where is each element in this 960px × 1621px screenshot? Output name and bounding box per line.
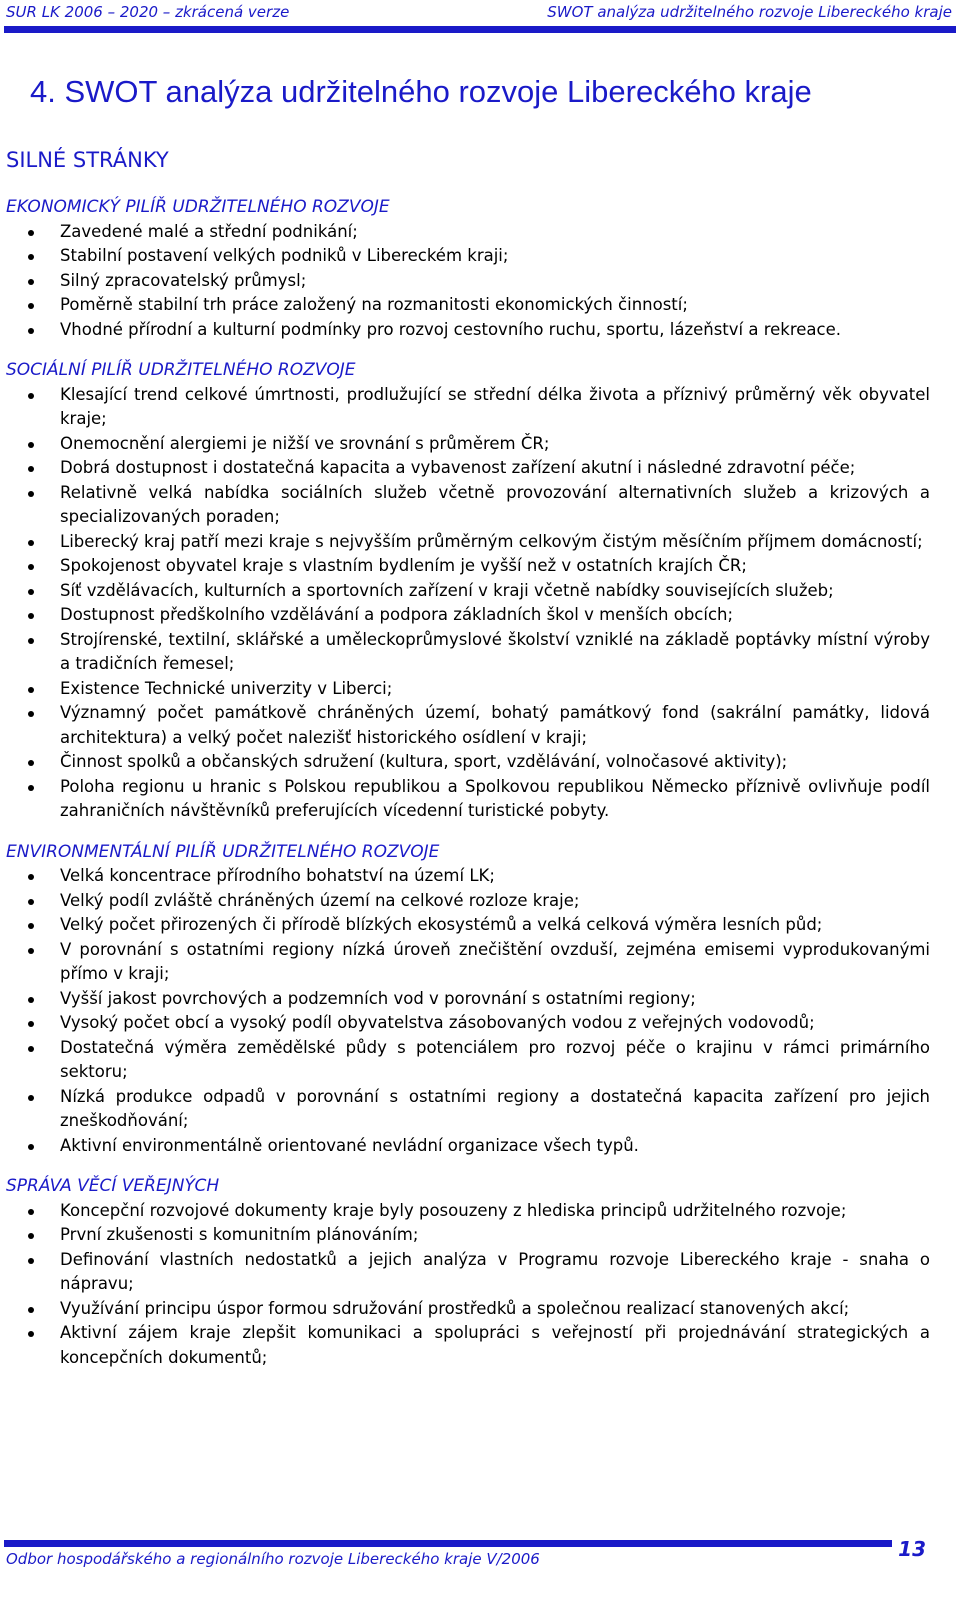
list-item-text: Velký počet přirozených či přírodě blízkých ekosystémů a velká celková výměra lesních půd; (60, 915, 823, 934)
list-item-text: V porovnání s ostatními regiony nízká úroveň znečištění ovzduší, zejména emisemi vyprodukovanými přímo v kraji; (60, 939, 930, 983)
list-item-text: Strojírenské, textilní, sklářské a uměleckoprůmyslové školství vzniklé na základě poptávky místní výroby a tradičních řemesel; (60, 629, 930, 673)
bullet-icon (28, 1331, 34, 1337)
list-item (6, 677, 930, 702)
page-number: 13 (898, 1537, 926, 1561)
list-item (6, 1036, 930, 1085)
list-item-text: Relativně velká nabídka sociálních služeb včetně provozování alternativních služeb a krizových a specializovaných poraden; (60, 482, 930, 526)
section-heading: EKONOMICKÝ PILÍŘ UDRŽITELNÉHO ROZVOJE (6, 197, 390, 217)
page-title: 4. SWOT analýza udržitelného rozvoje Libereckého kraje (30, 74, 812, 109)
header-right-text: SWOT analýza udržitelného rozvoje Libereckého kraje (547, 3, 952, 21)
bullet-icon (28, 303, 34, 309)
list-item-text: Spokojenost obyvatel kraje s vlastním bydlením je vyšší než v ostatních krajích ČR; (60, 556, 747, 575)
list-item (6, 383, 930, 432)
bullet-icon (28, 899, 34, 905)
list-item (6, 1297, 930, 1322)
list-item-text: Činnost spolků a občanských sdružení (kultura, sport, vzdělávání, volnočasové aktivity); (60, 752, 788, 771)
list-item-text: Nízká produkce odpadů v porovnání s ostatními regiony a dostatečná kapacita zařízení pro jejich zneškodňování; (60, 1086, 930, 1130)
list-item (6, 1321, 930, 1370)
bullet-icon (28, 923, 34, 929)
bullet-list (6, 383, 930, 824)
bullet-icon (28, 1021, 34, 1027)
list-item-text: Vysoký počet obcí a vysoký podíl obyvatelstva zásobovaných vodou z veřejných vodovodů; (60, 1013, 815, 1032)
bullet-icon (28, 540, 34, 546)
bullet-icon (28, 997, 34, 1003)
list-item (6, 269, 930, 294)
section-economic (6, 195, 930, 342)
list-item-text: Poloha regionu u hranic s Polskou republikou a Spolkovou republikou Německo příznivě ovlivňuje podíl zahraničních návštěvníků preferujících vícedenní turistické pobyty. (60, 776, 930, 820)
bullet-icon (28, 1209, 34, 1215)
bullet-icon (28, 1046, 34, 1052)
list-item-text: Významný počet památkově chráněných území, bohatý památkový fond (sakrální památky, lidová architektura) a velký počet nalezišť historického osídlení v kraji; (60, 703, 930, 747)
list-item (6, 1248, 930, 1297)
bullet-icon (28, 613, 34, 619)
list-item-text: Velká koncentrace přírodního bohatství na území LK; (60, 866, 495, 885)
list-item (6, 481, 930, 530)
section-environmental (6, 840, 930, 1159)
list-item (6, 432, 930, 457)
bullet-icon (28, 948, 34, 954)
list-item (6, 889, 930, 914)
list-item (6, 1134, 930, 1159)
list-item (6, 1223, 930, 1248)
list-item-text: Poměrně stabilní trh práce založený na rozmanitosti ekonomických činností; (60, 295, 688, 314)
list-item-text: Koncepční rozvojové dokumenty kraje byly posouzeny z hlediska principů udržitelného rozvoje; (60, 1200, 847, 1220)
bullet-icon (28, 589, 34, 595)
list-item-text: Silný zpracovatelský průmysl; (60, 270, 307, 290)
bullet-icon (28, 466, 34, 472)
section-social (6, 358, 930, 824)
bullet-icon (28, 1144, 34, 1150)
list-item-text: Využívání principu úspor formou sdružování prostředků a společnou realizací stanovených akcí; (60, 1298, 850, 1318)
list-item (6, 1011, 930, 1036)
header-rule (4, 26, 956, 33)
list-item-text: Liberecký kraj patří mezi kraje s nejvyšším průměrným celkovým čistým měsíčním příjmem domácností; (60, 531, 923, 551)
bullet-icon (28, 1095, 34, 1101)
list-item-text: Definování vlastních nedostatků a jejich analýza v Programu rozvoje Libereckého kraje - snaha o nápravu; (60, 1249, 930, 1293)
list-item (6, 775, 930, 824)
bullet-list (6, 1199, 930, 1371)
list-item-text: Síť vzdělávacích, kulturních a sportovních zařízení v kraji včetně nabídky souvisejících služeb; (60, 580, 834, 600)
list-item (6, 456, 930, 481)
list-item-text: Dostupnost předškolního vzdělávání a podpora základních škol v menších obcích; (60, 605, 734, 624)
bullet-icon (28, 1233, 34, 1239)
list-item-text: Aktivní zájem kraje zlepšit komunikaci a spolupráci s veřejností při projednávání strategických a koncepčních dokumentů; (60, 1323, 930, 1367)
footer-text: Odbor hospodářského a regionálního rozvoje Libereckého kraje V/2006 (6, 1550, 540, 1568)
list-item (6, 579, 930, 604)
list-item (6, 318, 930, 343)
header-left-text: SUR LK 2006 – 2020 – zkrácená verze (6, 3, 290, 21)
bullet-icon (28, 874, 34, 880)
bullet-icon (28, 328, 34, 334)
list-item-text: Stabilní postavení velkých podniků v Libereckém kraji; (60, 246, 509, 265)
list-item-text: První zkušenosti s komunitním plánováním; (60, 1225, 419, 1244)
bullet-icon (28, 711, 34, 717)
strengths-heading: SILNÉ STRÁNKY (6, 148, 169, 172)
list-item (6, 750, 930, 775)
section-heading: SPRÁVA VĚCÍ VEŘEJNÝCH (6, 1176, 220, 1196)
list-item (6, 293, 930, 318)
bullet-list (6, 864, 930, 1158)
section-public-administration (6, 1174, 930, 1370)
section-heading: SOCIÁLNÍ PILÍŘ UDRŽITELNÉHO ROZVOJE (6, 360, 356, 380)
list-item (6, 913, 930, 938)
list-item (6, 864, 930, 889)
bullet-icon (28, 1258, 34, 1264)
bullet-icon (28, 491, 34, 497)
list-item (6, 554, 930, 579)
list-item (6, 220, 930, 245)
bullet-icon (28, 442, 34, 448)
footer-rule (4, 1540, 892, 1547)
list-item (6, 1085, 930, 1134)
list-item-text: Aktivní environmentálně orientované nevládní organizace všech typů. (60, 1135, 639, 1155)
bullet-icon (28, 687, 34, 693)
page-header (6, 2, 952, 22)
list-item-text: Existence Technické univerzity v Liberci; (60, 678, 393, 698)
list-item-text: Vyšší jakost povrchových a podzemních vod v porovnání s ostatními regiony; (60, 988, 696, 1008)
list-item (6, 938, 930, 987)
list-item (6, 1199, 930, 1224)
list-item (6, 628, 930, 677)
section-heading: ENVIRONMENTÁLNÍ PILÍŘ UDRŽITELNÉHO ROZVOJE (6, 841, 440, 862)
bullet-list (6, 220, 930, 343)
bullet-icon (28, 785, 34, 791)
bullet-icon (28, 254, 34, 260)
bullet-icon (28, 760, 34, 766)
list-item-text: Dostatečná výměra zemědělské půdy s potenciálem pro rozvoj péče o krajinu v rámci primárního sektoru; (60, 1037, 930, 1081)
bullet-icon (28, 393, 34, 399)
list-item (6, 987, 930, 1012)
list-item-text: Onemocnění alergiemi je nižší ve srovnání s průměrem ČR; (60, 433, 550, 453)
bullet-icon (28, 564, 34, 570)
list-item (6, 530, 930, 555)
list-item-text: Klesající trend celkové úmrtnosti, prodlužující se střední délka života a příznivý průměrný věk obyvatel kraje; (60, 384, 930, 428)
list-item-text: Vhodné přírodní a kulturní podmínky pro rozvoj cestovního ruchu, sportu, lázeňství a rekreace. (60, 319, 842, 339)
bullet-icon (28, 279, 34, 285)
list-item (6, 701, 930, 750)
list-item-text: Velký podíl zvláště chráněných území na celkové rozloze kraje; (60, 890, 580, 910)
list-item (6, 244, 930, 269)
list-item (6, 603, 930, 628)
list-item-text: Zavedené malé a střední podnikání; (60, 221, 358, 241)
bullet-icon (28, 1307, 34, 1313)
list-item-text: Dobrá dostupnost i dostatečná kapacita a vybavenost zařízení akutní i následné zdravotní péče; (60, 458, 856, 477)
bullet-icon (28, 638, 34, 644)
document-content (6, 145, 930, 1370)
bullet-icon (28, 230, 34, 236)
